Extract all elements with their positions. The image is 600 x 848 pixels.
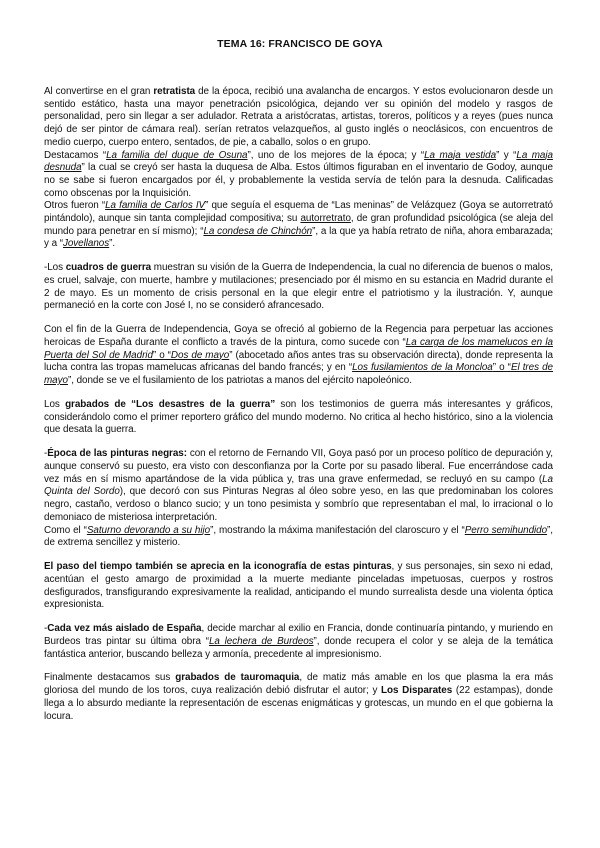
- artwork-title: ” o “: [152, 349, 171, 361]
- text-run: ” que seguía el esquema de “Las meninas” de Velázquez (Goya se autorretrató pintándolo), aunque sin tanta complejidad compositiva; su: [44, 200, 553, 225]
- text-run: , decide marchar al exilio en Francia, donde continuaría pintando, y muriendo en Burdeos tras pintar su última obra “: [44, 623, 553, 647]
- document-body: [44, 86, 553, 723]
- text-run: ”, donde se ve el fusilamiento de los patriotas a manos del ejército napoleónico.: [67, 375, 412, 387]
- bold-text: Cada vez más aislado de España: [47, 623, 202, 635]
- bold-text: El paso del tiempo también se aprecia en la iconografía de estas pinturas: [44, 561, 392, 573]
- text-run: Finalmente destacamos sus: [44, 672, 176, 684]
- text-run: ”, donde recupera el color y se aleja de la temática fantástica anterior, buscando belleza y armonía, precedente al impresionismo.: [44, 635, 553, 660]
- artwork-title: Dos de mayo: [170, 349, 230, 361]
- paragraph-p10: [44, 623, 553, 661]
- paragraph-p3: [44, 200, 553, 251]
- text-run: ”, a la que ya había retrato de niña, ahora embarazada; y a “: [44, 225, 553, 250]
- text-run: Al convertirse en el gran: [44, 86, 154, 97]
- paragraph-p6: [44, 399, 553, 437]
- text-run: -: [44, 448, 48, 460]
- artwork-title: El tres de mayo: [44, 362, 554, 387]
- text-run: ), que decoró con sus Pinturas Negras al óleo sobre yeso, en las que predominaban los colores negro, castaño, verdoso o blanco sucio; y un tono pesimista y sombrío que representaban el mal, lo irracional o lo demoniaco de misteriosa interpretación.: [44, 486, 553, 523]
- artwork-title: La lechera de Burdeos: [208, 635, 314, 647]
- paragraph-p1: [44, 86, 553, 150]
- paragraph-p9: [44, 561, 553, 612]
- text-run: -Los: [44, 262, 66, 274]
- text-run: Con el fin de la Guerra de Independencia, Goya se ofreció al gobierno de la Regencia para perpetuar las acciones heroicas de España durante el conflicto a través de la pintura, como sucede con “: [44, 324, 553, 349]
- paragraph-p8: [44, 525, 553, 550]
- artwork-title: Jovellanos: [62, 238, 110, 250]
- artwork-title: autorretrato: [300, 213, 351, 225]
- artwork-title: Perro semihundido: [464, 524, 548, 536]
- text-run: de la época, recibió una avalancha de encargos. Y estos evolucionaron desde un sentido estático, hasta una mayor penetración psicológica, dejando ver su opinión del modelo y rasgos de personalidad, pero sin llegar a ser adulador. Retrata a aristócratas, artistas, toreros, políticos y a reyes (pues nunca dejó de ser pintor de cámara real). serían retratos velazqueños, al gusto inglés o neoclásicos, con encuentros de medio cuerpo, cuerpo entero, sentados, de pie, a caballo, solos o en grupo.: [44, 86, 553, 148]
- artwork-title: ” o “: [492, 362, 511, 374]
- bold-text: Época de las pinturas negras:: [47, 448, 187, 460]
- text-run: (22 estampas), donde llega a lo absurdo mediante la representación de escenas enigmáticas y grotescas, un mundo en el que gobierna la locura.: [44, 685, 553, 722]
- bold-text: retratista: [153, 86, 196, 97]
- text-run: , y sus personajes, sin sexo ni edad, acentúan el gesto amargo de proximidad a la muerte mediante pinceladas impetuosas, cuerpos y rostros desfigurados, transfigurando expresivamente la realidad, anticipando el mundo surrealista desde una violenta óptica expresionista.: [44, 561, 553, 611]
- artwork-title: La maja desnuda: [44, 149, 553, 174]
- text-run: ” la cual se creyó ser hasta la duquesa de Alba. Estos últimos figuraban en el inventario de Godoy, aunque no se sabe si fueron encargados por él, y probablemente la vestida servía de telón para la desnuda. Calificadas como obscenas por la Inquisición.: [44, 162, 553, 199]
- text-run: , de matiz más amable en los que plasma la era más gloriosa del mundo de los toros, cuya realización debió disfrutar el autor; y: [44, 672, 553, 697]
- bold-text: cuadros de guerra: [65, 262, 152, 274]
- artwork-title: La familia del duque de Osuna: [106, 149, 248, 161]
- text-run: ” (abocetado años antes tras su observación directa), donde representa la lucha contra las tropas mamelucas africanas del bando francés; y en “: [44, 349, 553, 374]
- text-run: con el retorno de Fernando VII, Goya pasó por un proceso político de depuración y, aunque conservó su puesto, era visto con desconfianza por la Corte por su pasado liberal. Fue encerrándose cada vez más en sí mismo apartándose de la vida pública y, tras una grave enfermedad, se recluyó en su campo (: [44, 448, 553, 485]
- text-run: Como el “: [44, 524, 87, 536]
- artwork-title: La carga de los mamelucos en la Puerta del Sol de Madrid: [44, 337, 553, 361]
- artwork-title: La maja vestida: [424, 149, 497, 161]
- text-run: Los: [44, 399, 66, 411]
- text-run: La Quinta del Sordo: [44, 473, 553, 498]
- text-run: ”, de extrema sencillez y misterio.: [44, 524, 553, 549]
- text-run: Otros fueron “: [44, 200, 106, 212]
- paragraph-p7: [44, 448, 553, 524]
- page-title: TEMA 16: FRANCISCO DE GOYA: [217, 38, 383, 50]
- text-run: muestran su visión de la Guerra de Independencia, la cual no diferencia de buenos o malos, es cruel, salvaje, con muerte, hambre y mutilaciones; presenciado por él mismo en su estancia en Madrid durante el 2 de mayo. Es un momento de crisis personal en la que elegir entre el patriotismo y la ilustración. Y, aunque permaneció en la corte con José I, no se consideró afrancesado.: [44, 262, 553, 312]
- text-run: ” y “: [496, 149, 517, 161]
- artwork-title: Los fusilamientos de la Moncloa: [352, 362, 493, 374]
- paragraph-p2: [44, 150, 553, 201]
- paragraph-p11: [44, 672, 553, 723]
- text-run: ”, mostrando la máxima manifestación del claroscuro y el “: [210, 524, 465, 536]
- text-run: son los testimonios de guerra más interesantes y gráficos, considerándolo como el primer reportero gráfico del mundo moderno. No critica al hecho histórico, sino a la violencia que desata la guerra.: [44, 399, 553, 436]
- bold-text: grabados de “Los desastres de la guerra”: [65, 399, 276, 411]
- text-run: -: [44, 623, 48, 635]
- artwork-title: La familia de Carlos IV: [105, 200, 206, 212]
- artwork-title: Saturno devorando a su hijo: [86, 524, 211, 536]
- text-run: ”.: [109, 238, 116, 250]
- text-run: Destacamos “: [44, 149, 107, 161]
- paragraph-p4: [44, 262, 553, 313]
- bold-text: Los Disparates: [381, 685, 453, 697]
- bold-text: grabados de tauromaquia: [175, 672, 300, 684]
- text-run: , de gran profundidad psicológica (se aleja del mundo para penetrar en sí mismo); “: [44, 213, 553, 237]
- paragraph-p5: [44, 324, 553, 388]
- artwork-title: La condesa de Chinchón: [203, 225, 313, 237]
- text-run: ”, uno de los mejores de la época; y “: [247, 149, 425, 161]
